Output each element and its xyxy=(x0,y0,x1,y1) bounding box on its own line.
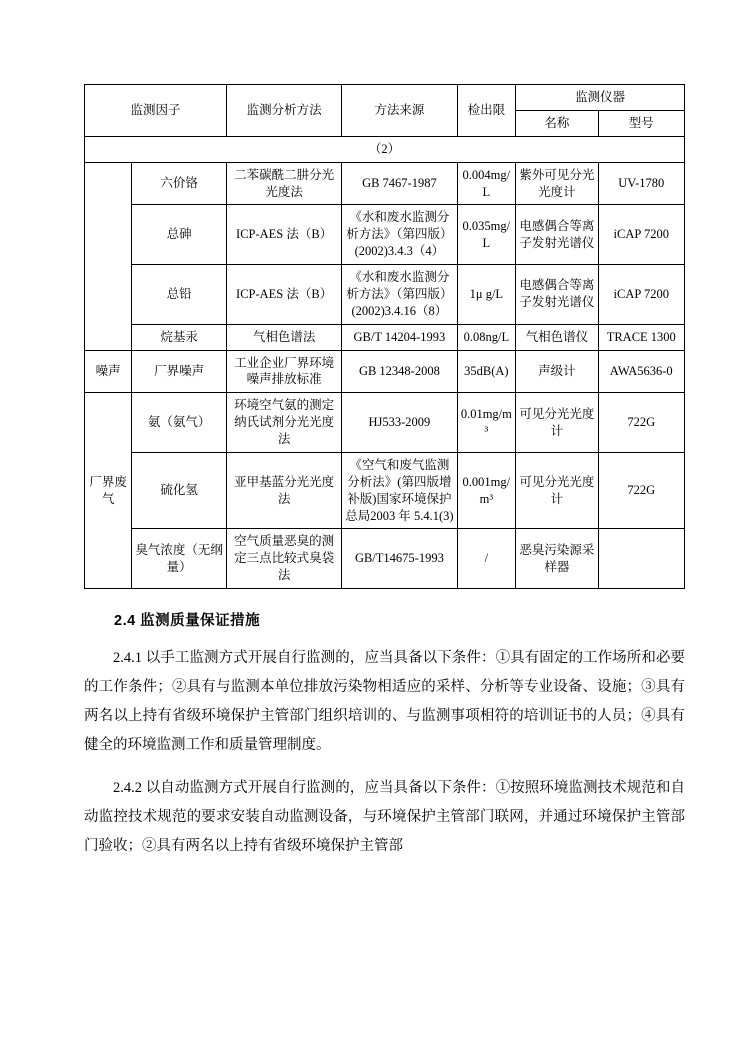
row-instrument-model: AWA5636-0 xyxy=(598,350,685,393)
table-continued-row xyxy=(85,136,685,162)
row-factor: 厂界噪声 xyxy=(132,350,227,393)
table-row xyxy=(85,350,685,393)
table-row xyxy=(85,205,685,265)
row-instrument-name: 电感偶合等离子发射光谱仪 xyxy=(516,205,598,265)
row-instrument-name: 可见分光光度计 xyxy=(516,393,598,453)
header-source: 方法来源 xyxy=(342,85,457,137)
row-limit: 0.01mg/m³ xyxy=(457,393,516,453)
row-instrument-model: 722G xyxy=(598,393,685,453)
header-instrument: 监测仪器 xyxy=(516,85,685,111)
row-instrument-name: 紫外可见分光光度计 xyxy=(516,162,598,205)
row-source: GB/T 14204-1993 xyxy=(342,324,457,350)
paragraph-2-4-2: 2.4.2 以自动监测方式开展自行监测的，应当具备以下条件：①按照环境监测技术规范和自动监控技术规范的要求安装自动监测设备，与环境保护主管部门联网，并通过环境保护主管部门验收；②具有两名以上持有省级环境保护主管部 xyxy=(84,780,685,854)
row-limit: 0.035mg/L xyxy=(457,205,516,265)
row-limit: 0.08ng/L xyxy=(457,324,516,350)
table-row xyxy=(85,162,685,205)
row-instrument-model: iCAP 7200 xyxy=(598,265,685,325)
row-factor: 氨（氨气） xyxy=(132,393,227,453)
row-method: ICP-AES 法（B） xyxy=(227,205,342,265)
row-method: ICP-AES 法（B） xyxy=(227,265,342,325)
row-source: 《空气和废气监测分析法》(第四版增补版)国家环境保护总局2003 年 5.4.1(3) xyxy=(342,452,457,529)
header-method: 监测分析方法 xyxy=(227,85,342,137)
row-source: 《水和废水监测分析方法》（第四版）(2002)3.4.3（4） xyxy=(342,205,457,265)
row-factor: 烷基汞 xyxy=(132,324,227,350)
row-instrument-model: iCAP 7200 xyxy=(598,205,685,265)
row-limit: 0.001mg/m³ xyxy=(457,452,516,529)
continued-note: （2） xyxy=(85,136,685,162)
table-row xyxy=(85,393,685,453)
row-instrument-model xyxy=(598,529,685,589)
row-factor: 硫化氢 xyxy=(132,452,227,529)
row-instrument-model: TRACE 1300 xyxy=(598,324,685,350)
row-source: GB/T14675-1993 xyxy=(342,529,457,589)
monitoring-methods-table xyxy=(84,84,685,589)
table-row xyxy=(85,324,685,350)
table-row xyxy=(85,529,685,589)
row-factor: 总铅 xyxy=(132,265,227,325)
row-instrument-model: UV-1780 xyxy=(598,162,685,205)
row-category: 厂界废气 xyxy=(85,393,132,589)
row-limit: / xyxy=(457,529,516,589)
row-source: HJ533-2009 xyxy=(342,393,457,453)
row-source: 《水和废水监测分析方法》（第四版）(2002)3.4.16（8） xyxy=(342,265,457,325)
row-method: 工业企业厂界环境噪声排放标准 xyxy=(227,350,342,393)
row-instrument-name: 声级计 xyxy=(516,350,598,393)
row-method: 环境空气氨的测定纳氏试剂分光光度法 xyxy=(227,393,342,453)
row-category xyxy=(85,162,132,350)
table-header-row xyxy=(85,85,685,111)
row-source: GB 7467-1987 xyxy=(342,162,457,205)
header-instrument-model: 型号 xyxy=(598,110,685,136)
row-method: 亚甲基蓝分光光度法 xyxy=(227,452,342,529)
row-limit: 35dB(A) xyxy=(457,350,516,393)
table-row xyxy=(85,452,685,529)
header-instrument-name: 名称 xyxy=(516,110,598,136)
row-factor: 总砷 xyxy=(132,205,227,265)
header-limit: 检出限 xyxy=(457,85,516,137)
row-factor: 臭气浓度（无纲量） xyxy=(132,529,227,589)
table-row xyxy=(85,265,685,325)
row-instrument-name: 可见分光光度计 xyxy=(516,452,598,529)
header-factor: 监测因子 xyxy=(85,85,227,137)
paragraph-2-4-1: 2.4.1 以手工监测方式开展自行监测的，应当具备以下条件：①具有固定的工作场所和必要的工作条件；②具有与监测本单位排放污染物相适应的采样、分析等专业设备、设施；③具有两名以上持有省级环境保护主管部门组织培训的、与监测事项相符的培训证书的人员；④具有健全的环境监测工作和质量管理制度。 xyxy=(84,650,685,753)
row-method: 二苯碳酰二肼分光光度法 xyxy=(227,162,342,205)
row-method: 空气质量恶臭的测定三点比较式臭袋法 xyxy=(227,529,342,589)
section-heading: 2.4 监测质量保证措施 xyxy=(114,613,261,629)
row-limit: 0.004mg/L xyxy=(457,162,516,205)
row-source: GB 12348-2008 xyxy=(342,350,457,393)
row-instrument-name: 气相色谱仪 xyxy=(516,324,598,350)
row-method: 气相色谱法 xyxy=(227,324,342,350)
row-limit: 1μ g/L xyxy=(457,265,516,325)
row-instrument-model: 722G xyxy=(598,452,685,529)
row-category: 噪声 xyxy=(85,350,132,393)
row-instrument-name: 恶臭污染源采样器 xyxy=(516,529,598,589)
row-instrument-name: 电感偶合等离子发射光谱仪 xyxy=(516,265,598,325)
row-factor: 六价铬 xyxy=(132,162,227,205)
